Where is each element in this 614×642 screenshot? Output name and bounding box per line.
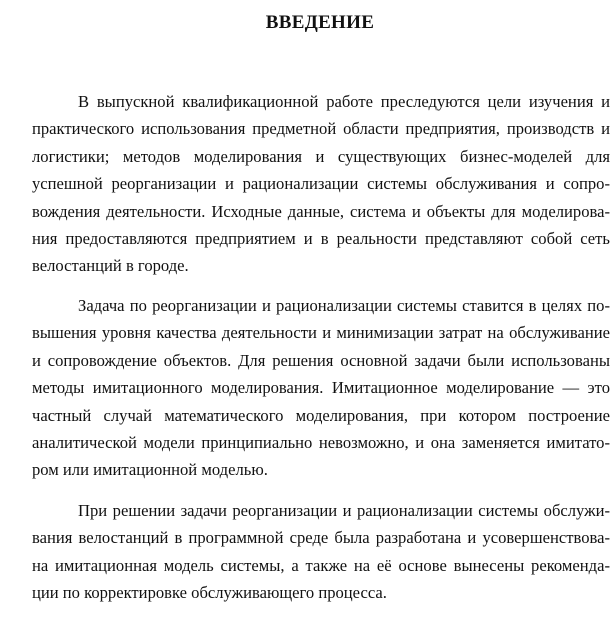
- paragraph-line: ром или имитационной моделью.: [32, 460, 268, 480]
- paragraph-line: ния предоставляются предприятием и в реальности представляют собой сеть: [32, 229, 610, 249]
- paragraph-line: логистики; методов моделирования и существующих бизнес-моделей для: [32, 146, 610, 166]
- paragraph-line: аналитической модели принципиально невозможно, и она заменяется имитато-: [32, 433, 610, 453]
- paragraph-line: методы имитационного моделирования. Имитационное моделирование — это: [32, 378, 610, 398]
- paragraph-3: [32, 497, 610, 607]
- paragraph-line: на имитационная модель системы, а также на её основе вынесены рекоменда-: [32, 555, 610, 575]
- paragraph-line: ции по корректировке обслуживающего процесса.: [32, 583, 387, 603]
- paragraph-line: вания велостанций в программной среде была разработана и усовершенствова-: [32, 528, 610, 548]
- paragraph-line: Задача по реорганизации и рационализации системы ставится в целях по-: [78, 296, 610, 315]
- paragraph-line: и сопровождение объектов. Для решения основной задачи были использованы: [32, 350, 610, 370]
- paragraph-line: вождения деятельности. Исходные данные, система и объекты для моделирова-: [32, 201, 610, 221]
- paragraph-line: успешной реорганизации и рационализации системы обслуживания и сопро-: [32, 174, 610, 194]
- paragraph-line: велостанций в городе.: [32, 256, 189, 276]
- paragraph-line: практического использования предметной области предприятия, производств и: [32, 119, 610, 139]
- paragraph-line: При решении задачи реорганизации и рационализации системы обслужи-: [78, 501, 610, 520]
- paragraph-line: частный случай математического моделирования, при котором построение: [32, 405, 610, 425]
- paragraph-2: [32, 292, 610, 484]
- paragraph-1: [32, 88, 610, 280]
- page-title: ВВЕДЕНИЕ: [265, 12, 375, 33]
- paragraph-line: вышения уровня качества деятельности и минимизации затрат на обслуживание: [32, 323, 610, 343]
- paragraph-line: В выпускной квалификационной работе преследуются цели изучения и: [78, 92, 610, 111]
